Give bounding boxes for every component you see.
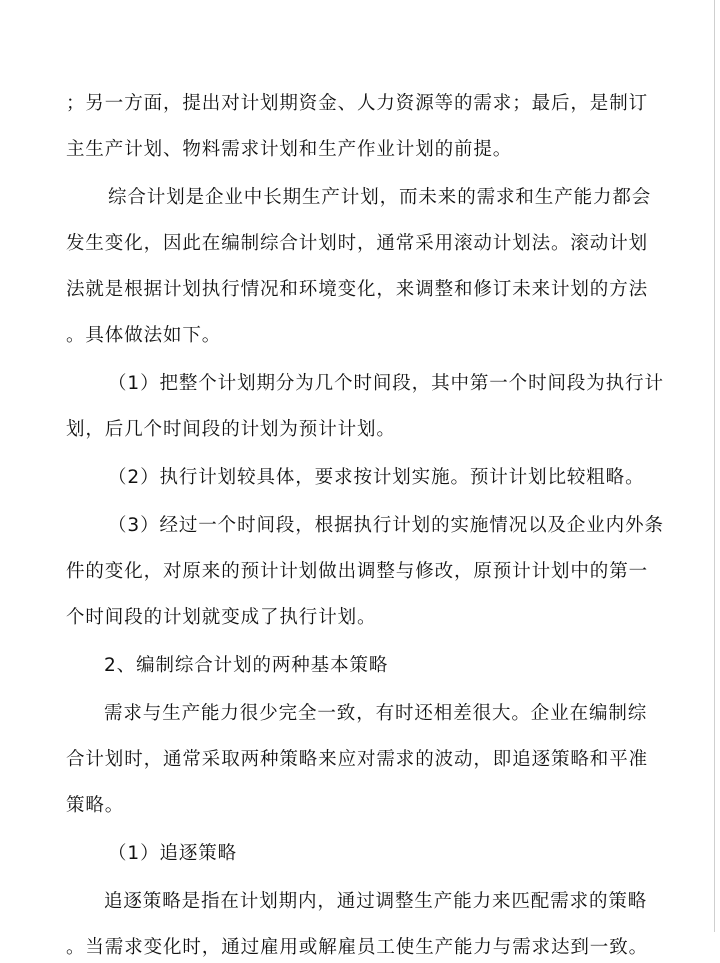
list-item-line: 件的变化，对原来的预计计划做出调整与修改，原预计计划中的第一	[66, 561, 649, 582]
paragraph-line: 合计划时，通常采取两种策略来应对需求的波动，即追逐策略和平准	[66, 749, 649, 770]
page-edge-divider	[714, 0, 715, 932]
paragraph-line: 法就是根据计划执行情况和环境变化，来调整和修订未来计划的方法	[66, 279, 649, 300]
list-item-line: （3）经过一个时间段，根据执行计划的实施情况以及企业内外条	[108, 515, 664, 536]
section-heading: 2、编制综合计划的两种基本策略	[104, 655, 389, 676]
paragraph-line: 追逐策略是指在计划期内，通过调整生产能力来匹配需求的策略	[104, 891, 648, 912]
subsection-heading: （1）追逐策略	[108, 843, 238, 864]
list-item-line: （1）把整个计划期分为几个时间段，其中第一个时间段为执行计	[108, 373, 664, 394]
paragraph-line: 需求与生产能力很少完全一致，有时还相差很大。企业在编制综	[104, 703, 648, 724]
list-item-line: 个时间段的计划就变成了执行计划。	[66, 607, 377, 628]
paragraph-line: 策略。	[66, 795, 125, 816]
paragraph-line: 发生变化，因此在编制综合计划时，通常采用滚动计划法。滚动计划	[66, 233, 649, 254]
list-item-line: 划，后几个时间段的计划为预计计划。	[66, 419, 396, 440]
paragraph-line: ；另一方面，提出对计划期资金、人力资源等的需求；最后，是制订	[66, 93, 649, 114]
paragraph-line: 主生产计划、物料需求计划和生产作业计划的前提。	[66, 139, 513, 160]
paragraph-line: 综合计划是企业中长期生产计划，而未来的需求和生产能力都会	[108, 187, 652, 208]
paragraph-line: 。具体做法如下。	[66, 325, 222, 346]
list-item-line: （2）执行计划较具体，要求按计划实施。预计计划比较粗略。	[108, 467, 645, 488]
paragraph-line: 。当需求变化时，通过雇用或解雇员工使生产能力与需求达到一致。	[66, 937, 649, 958]
document-body	[66, 89, 664, 963]
